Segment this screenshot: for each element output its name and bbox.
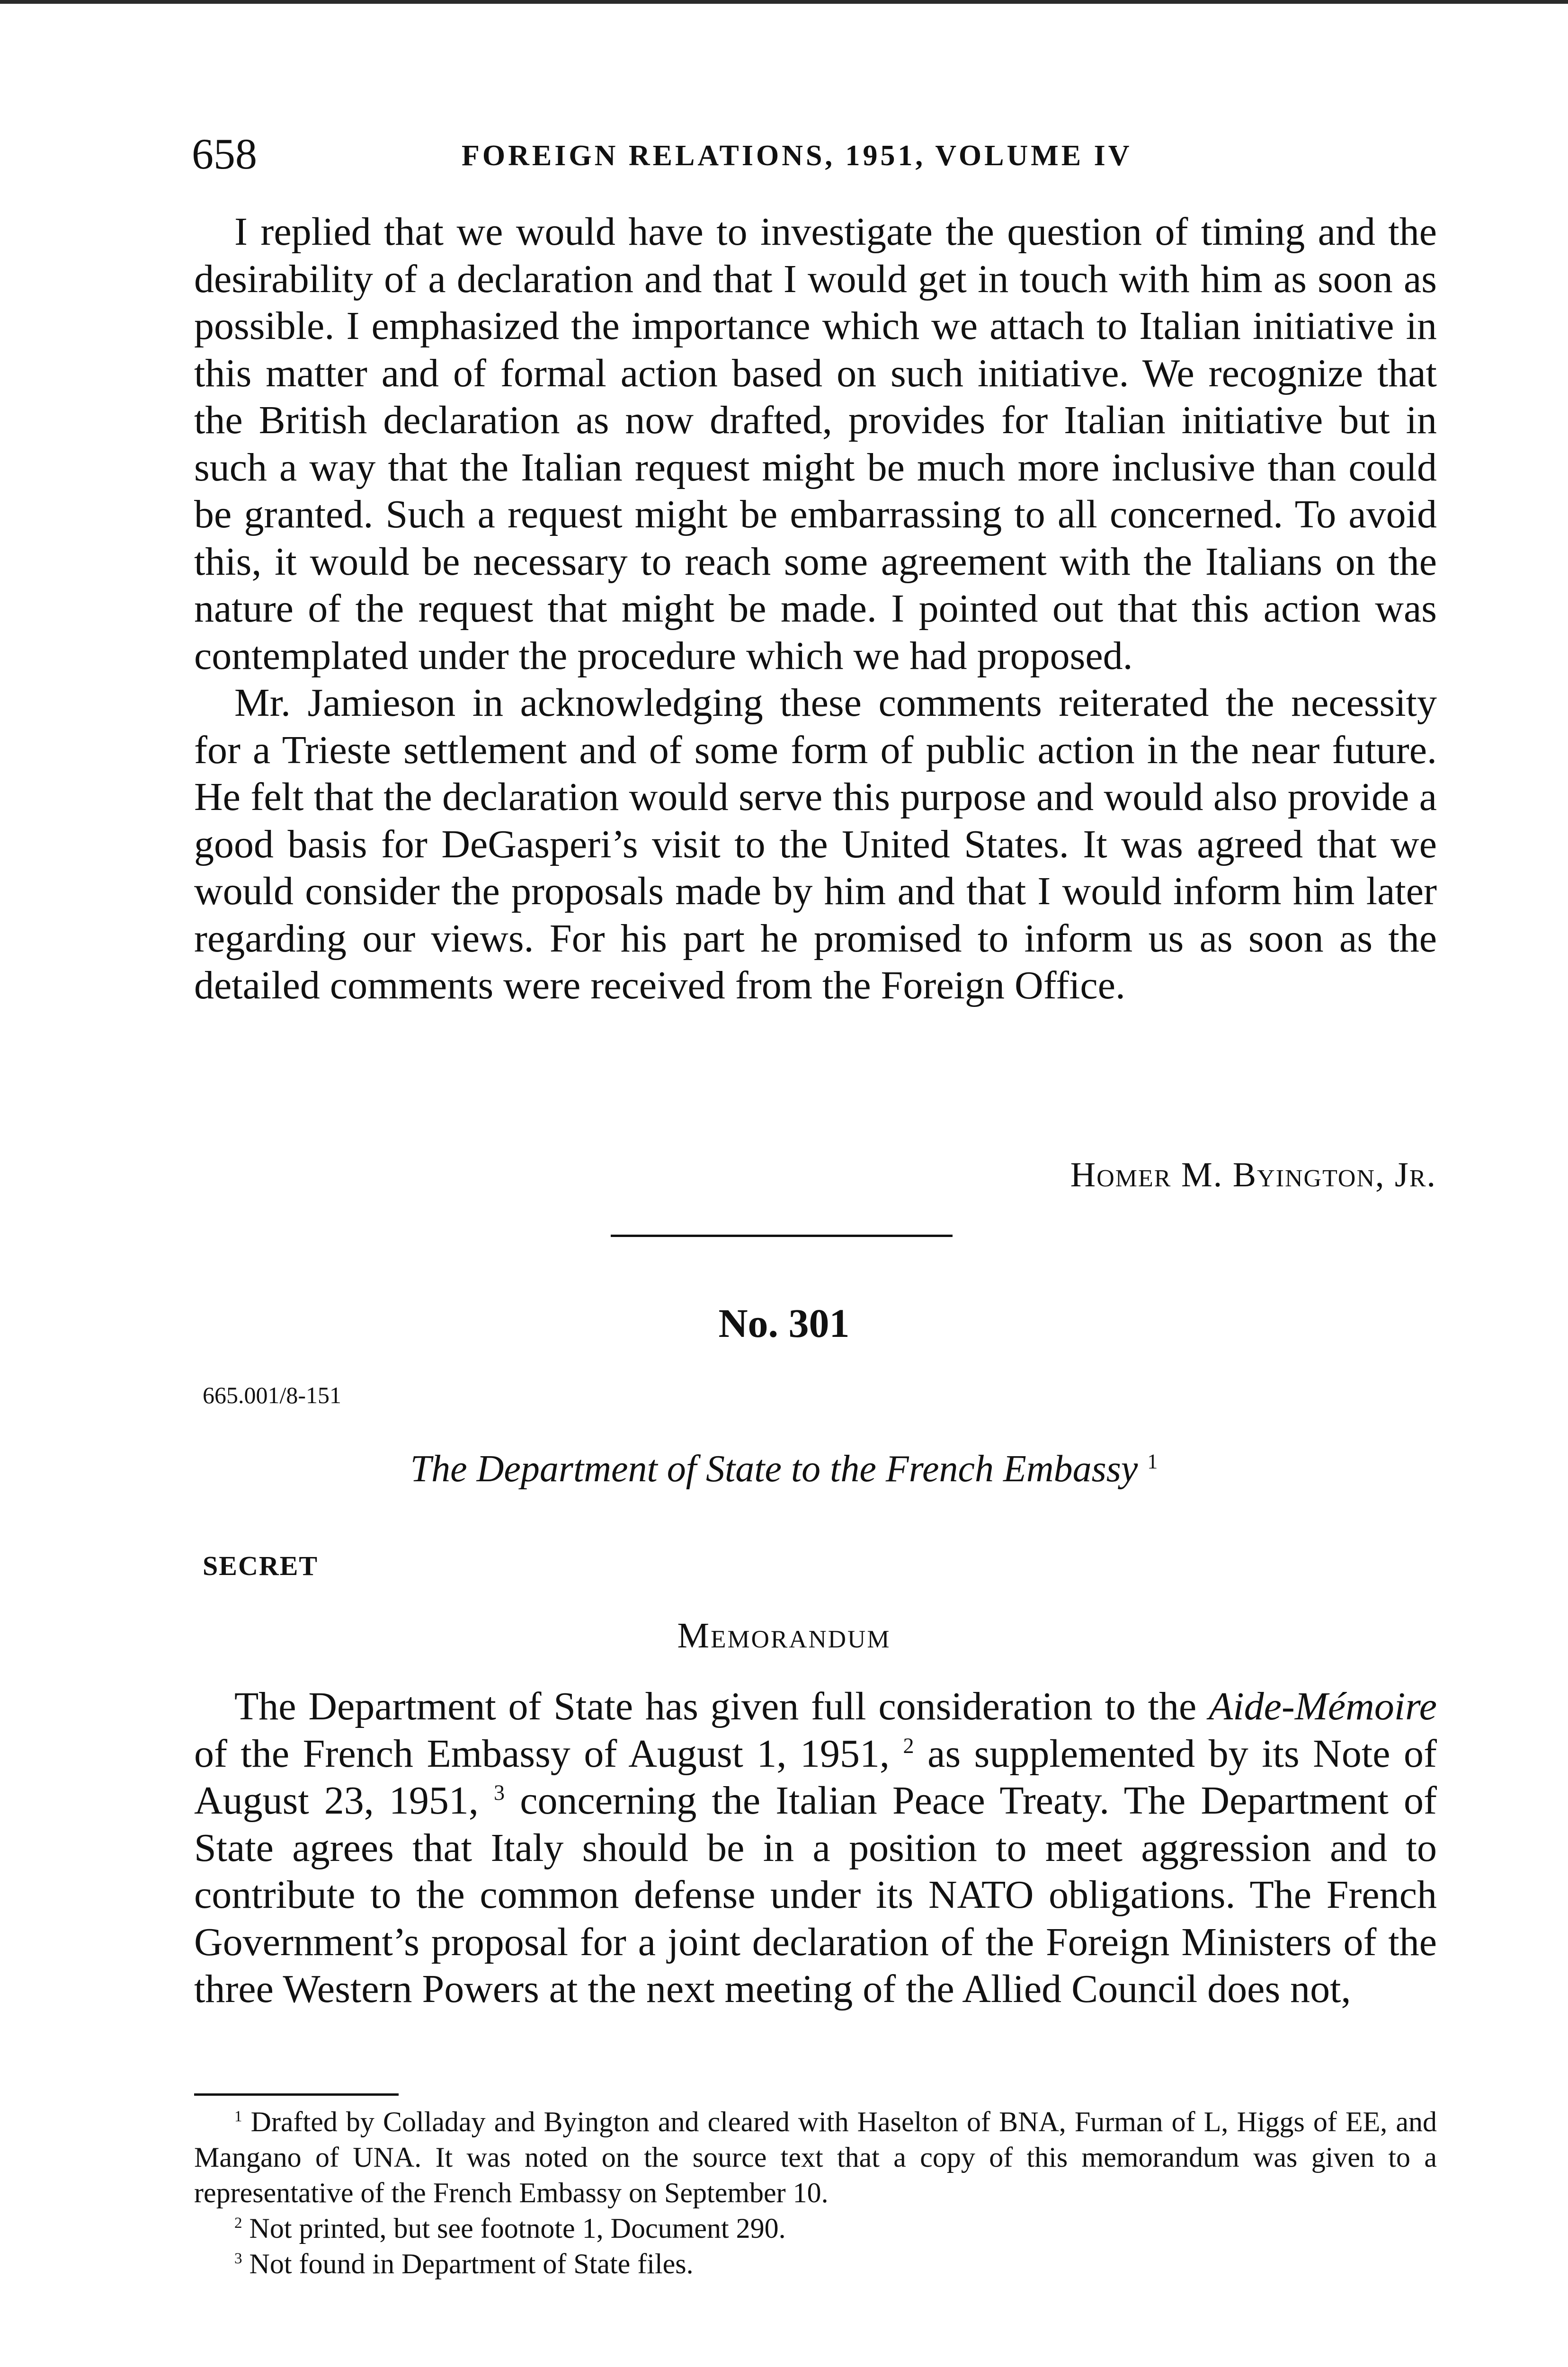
body-paragraph-2: Mr. Jamieson in acknowledging these comments reiterated the necessity for a Trieste settlement and of some form of public action in the near future. He felt that the declaration would serve this purpose and would also provide a good basis for DeGasperi’s visit to the United States. It was agreed that we would consider the proposals made by him and that I would inform him later regarding our views. For his part he promised to inform us as soon as the detailed comments were received from the Foreign Office. bbox=[194, 681, 1437, 1007]
memo-text-c: as supplemented by its Note of August 23, 1951, bbox=[194, 1731, 1437, 1823]
memorandum-body bbox=[194, 1683, 1437, 2013]
file-reference: 665.001/8-151 bbox=[203, 1382, 342, 1408]
footnote-2 bbox=[194, 2211, 1437, 2246]
footnote-mark-3: 3 bbox=[234, 2250, 242, 2267]
footnotes bbox=[194, 2104, 1437, 2282]
footnote-1 bbox=[194, 2104, 1437, 2211]
page-top-edge bbox=[0, 0, 1568, 4]
footnote-ref-3: 3 bbox=[494, 1780, 505, 1805]
footnote-mark-1: 1 bbox=[234, 2108, 242, 2125]
footnote-3 bbox=[194, 2246, 1437, 2282]
aide-memoire-term: Aide-Mémoire bbox=[1209, 1684, 1437, 1728]
footnote-text-3: Not found in Department of State files. bbox=[249, 2248, 694, 2279]
memo-text-b: of the French Embassy of August 1, 1951, bbox=[194, 1731, 890, 1776]
footnote-text-1: Drafted by Colladay and Byington and cleared with Haselton of BNA, Furman of L, Higgs of EE, and Mangano of UNA. It was noted on the source text that a copy of this memorandum was given to a representative of the French Embassy on September 10. bbox=[194, 2106, 1437, 2208]
document-title-text: The Department of State to the French Embassy bbox=[410, 1448, 1138, 1490]
page-number: 658 bbox=[192, 130, 257, 178]
footnote-ref-2: 2 bbox=[903, 1733, 914, 1758]
footnote-text-2: Not printed, but see footnote 1, Document 290. bbox=[249, 2213, 786, 2244]
running-header bbox=[192, 128, 1437, 180]
memorandum-heading: Memorandum bbox=[677, 1616, 891, 1655]
document-title bbox=[0, 1443, 1568, 1495]
letter-continuation bbox=[194, 208, 1437, 1009]
document-number: No. 301 bbox=[718, 1300, 850, 1346]
volume-title: FOREIGN RELATIONS, 1951, VOLUME IV bbox=[462, 140, 1132, 172]
classification-label: SECRET bbox=[203, 1550, 319, 1581]
section-divider bbox=[611, 1235, 953, 1237]
memo-text-d: concerning the Italian Peace Treaty. The Department of State agrees that Italy should be in a position to meet aggression and to contribute to the common defense under its NATO obligations. The French Government’s proposal for a joint declaration of the Foreign Ministers of the three Western Powers at the next meeting of the Allied Council does not, bbox=[194, 1779, 1437, 2011]
memo-text-a: The Department of State has given full consideration to the bbox=[234, 1684, 1197, 1728]
footnote-mark-2: 2 bbox=[234, 2215, 242, 2232]
footnote-rule bbox=[194, 2093, 399, 2096]
signature: Homer M. Byington, Jr. bbox=[1070, 1156, 1436, 1194]
body-paragraph-1: I replied that we would have to investigate the question of timing and the desirability of a declaration and that I would get in touch with him as soon as possible. I emphasized the importance which we attach to Italian initiative in this matter and of formal action based on such initiative. We recognize that the British declaration as now drafted, provides for Italian initiative but in such a way that the Italian request might be much more inclusive than could be granted. Such a request might be embarrassing to all concerned. To avoid this, it would be necessary to reach some agreement with the Italians on the nature of the request that might be made. I pointed out that this action was contemplated under the procedure which we had proposed. bbox=[194, 210, 1437, 678]
footnote-ref-1: 1 bbox=[1147, 1450, 1158, 1473]
memo-paragraph bbox=[194, 1683, 1437, 2013]
